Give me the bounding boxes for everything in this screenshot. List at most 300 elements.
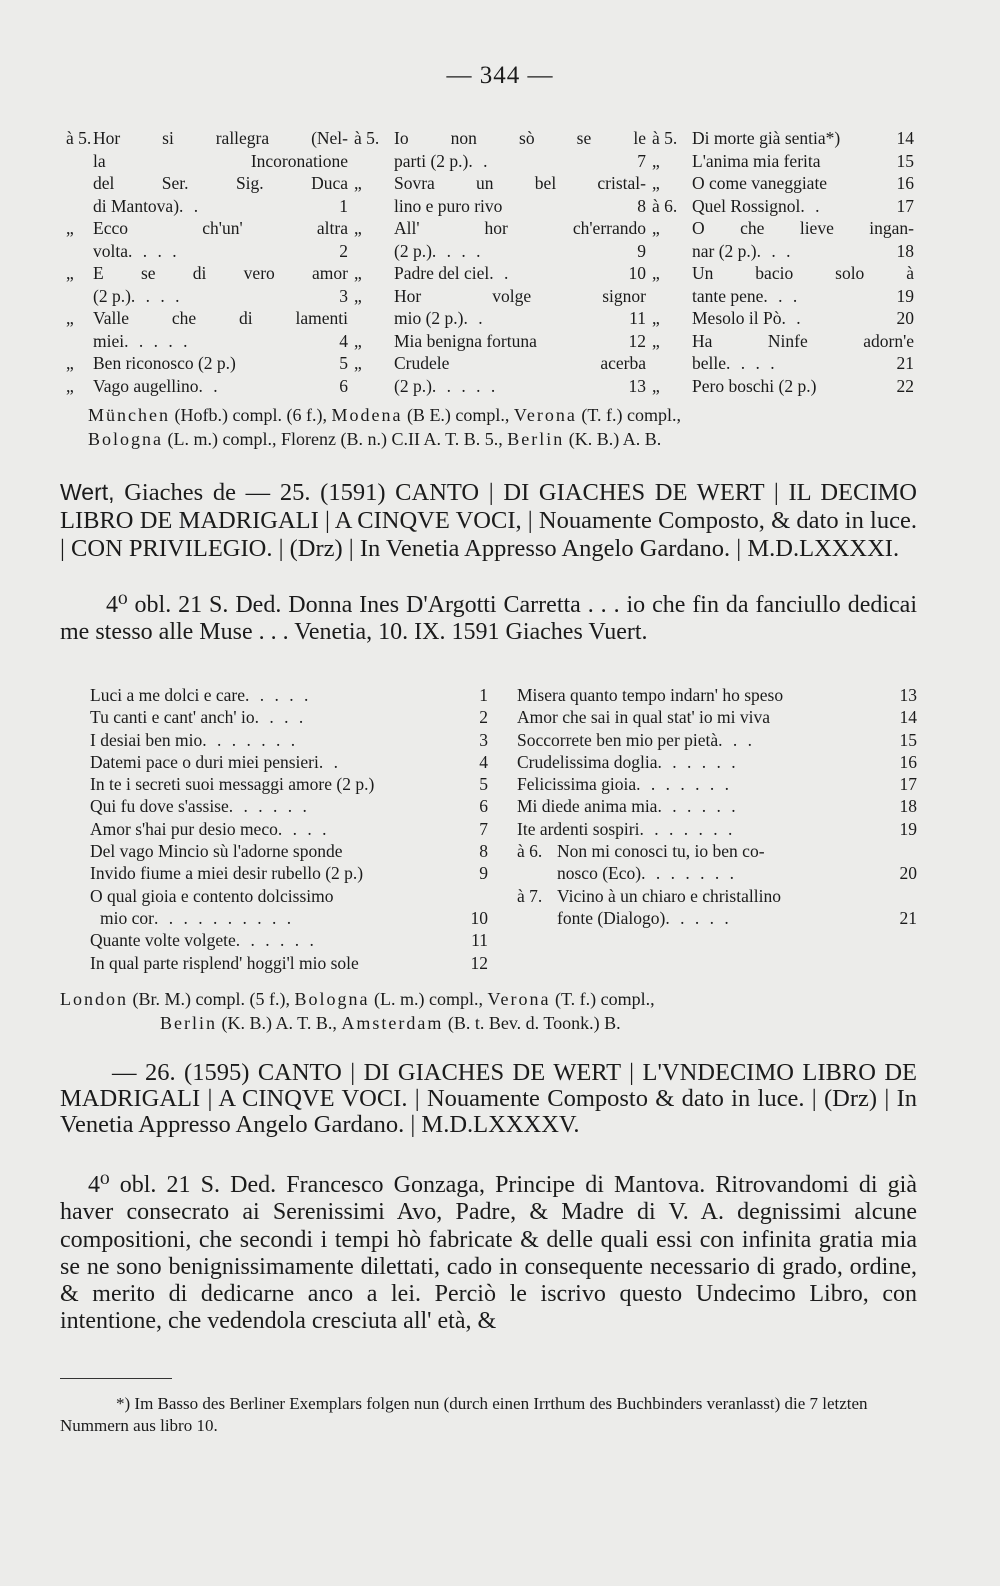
leader-dots: . . (463, 308, 486, 328)
item-number: 19 (899, 818, 917, 839)
item-line (93, 307, 348, 330)
voice-prefix: „ (354, 218, 362, 238)
item-line (90, 818, 488, 840)
composer-name: Wert, (60, 479, 115, 505)
voice-prefix: „ (652, 375, 660, 396)
list-item (90, 795, 488, 817)
item-line (517, 684, 917, 706)
item-number: 6 (339, 375, 348, 396)
item-line (394, 127, 646, 150)
item-title: tante pene (692, 285, 764, 306)
list-item (517, 862, 917, 884)
library-city: Berlin (507, 429, 565, 449)
item-line (517, 751, 917, 773)
item-line (692, 262, 914, 285)
item-line (90, 885, 488, 907)
list-item (90, 751, 488, 773)
contents-25-right (517, 684, 917, 929)
item-text (93, 262, 348, 307)
entry-25-heading (60, 478, 917, 563)
item-line (90, 862, 488, 884)
item-line (93, 285, 348, 308)
item-number: 3 (339, 285, 348, 306)
list-item (90, 706, 488, 728)
item-text (692, 150, 914, 173)
item-number: 11 (471, 930, 488, 951)
leader-dots: . . . . . . . (639, 818, 736, 839)
item-title: (2 p.) (394, 375, 432, 396)
item-number: 9 (637, 240, 646, 261)
format: 4⁰ obl. 21 S. (106, 592, 229, 618)
item-title: Luci a me dolci e care (90, 685, 245, 705)
item-line (692, 330, 914, 353)
voice-prefix: à 6. (652, 195, 678, 216)
list-item (90, 729, 488, 751)
item-title: Vicino à un chiaro e christallino (557, 885, 781, 906)
voice-prefix: „ (652, 150, 660, 171)
item-text (557, 840, 917, 862)
item-line (692, 307, 914, 330)
item-line (394, 285, 646, 308)
item-title: Del vago Mincio sù l'adorne sponde (90, 841, 343, 862)
library-detail: (B. t. Bev. d. Toonk.) B. (443, 1013, 621, 1033)
footnote: *) Im Basso des Berliner Exemplars folgen nun (durch einen Irrthum des Buchbinders veranlasst) die 7 letzten Nummern aus libro 10. (60, 1394, 868, 1435)
item-line (90, 795, 488, 817)
item-number: 16 (896, 173, 914, 193)
item-line (93, 375, 348, 398)
item-number: 3 (479, 729, 488, 750)
item-text (557, 885, 917, 907)
list-item (652, 307, 914, 330)
item-title: O come vaneggiate (692, 173, 828, 193)
list-item (652, 217, 914, 262)
item-number: 7 (479, 818, 488, 839)
item-number: 20 (899, 863, 917, 884)
entry-26-dedication (60, 1172, 917, 1336)
item-line (692, 375, 914, 398)
list-item (354, 217, 646, 262)
item-title: Mi diede anima mia (517, 796, 658, 817)
list-item (90, 929, 488, 951)
list-item (90, 952, 488, 974)
item-line (90, 929, 488, 951)
item-text (692, 127, 914, 150)
item-line (557, 840, 917, 862)
list-item (652, 262, 914, 307)
list-item (517, 706, 917, 728)
item-line (93, 127, 348, 150)
item-number: 2 (339, 240, 348, 261)
item-line (90, 840, 488, 862)
item-title: Quante volte volgete (90, 930, 236, 951)
item-line (93, 352, 348, 375)
list-item (652, 195, 914, 218)
item-number: 4 (339, 330, 348, 351)
item-title: Non mi conosci tu, io ben co- (557, 841, 765, 862)
item-title: Ha Ninfe adorn'e (692, 330, 914, 351)
item-text (394, 285, 646, 330)
voice-prefix: „ (652, 330, 660, 351)
item-line (394, 240, 646, 263)
footnote-rule (60, 1378, 172, 1379)
item-text (394, 352, 646, 397)
item-title: In qual parte risplend' hoggi'l mio sole (90, 952, 359, 973)
item-line (394, 262, 646, 285)
list-item (652, 375, 914, 398)
item-text (90, 795, 488, 817)
item-number: 21 (896, 353, 914, 373)
item-text (692, 195, 914, 218)
item-line (93, 172, 348, 195)
item-title: Pero boschi (2 p.) (692, 375, 817, 396)
list-item (652, 330, 914, 375)
list-item (90, 885, 488, 907)
item-title: fonte (Dialogo) (557, 907, 666, 928)
item-line (394, 307, 646, 330)
item-text (93, 307, 348, 352)
item-text (93, 352, 348, 375)
leader-dots: . . . (756, 240, 794, 261)
library-city: London (60, 989, 128, 1009)
item-line (692, 127, 914, 150)
item-number: 7 (637, 150, 646, 171)
item-number: 5 (479, 774, 488, 795)
library-city: Bologna (88, 429, 163, 449)
item-line (517, 795, 917, 817)
contents-column-1 (66, 127, 348, 397)
voice-prefix: „ (66, 218, 74, 238)
item-number: 11 (629, 308, 646, 328)
item-title: mio (2 p.) (394, 308, 464, 328)
item-title: Hor volge signor (394, 285, 646, 306)
voice-prefix: „ (66, 353, 74, 373)
library-detail: (Hofb.) compl. (6 f.), (169, 405, 332, 425)
item-text (90, 729, 488, 751)
item-number: 18 (899, 796, 917, 817)
entry-number: — 26. (112, 1059, 176, 1086)
item-text (517, 729, 917, 751)
leader-dots: . . . . . . . (202, 729, 299, 750)
leader-dots: . . . . (431, 240, 484, 261)
library-city: Amsterdam (341, 1013, 444, 1033)
item-title: Valle che di lamenti (93, 308, 348, 328)
item-title: Ben riconosco (2 p.) (93, 353, 236, 373)
list-item (90, 907, 488, 929)
voice-prefix: „ (354, 353, 362, 373)
library-detail: (B E.) compl., (402, 405, 514, 425)
item-text (517, 773, 917, 795)
item-title: del Ser. Sig. Duca (93, 173, 348, 193)
item-line (394, 195, 646, 218)
item-title: la Incoronatione (93, 150, 348, 171)
library-city: Verona (513, 405, 577, 425)
item-title: miei (93, 330, 125, 351)
item-line (93, 240, 348, 263)
item-text (90, 684, 488, 706)
item-title: di Mantova) (93, 195, 180, 216)
item-text (90, 706, 488, 728)
item-title: mio cor (100, 907, 154, 928)
item-title: In te i secreti suoi messaggi amore (2 p.) (90, 774, 375, 795)
item-line (394, 172, 646, 195)
leader-dots: . . . . . . (657, 751, 739, 772)
item-title: Ite ardenti sospiri (517, 818, 640, 839)
item-title: nosco (Eco) (557, 863, 642, 884)
list-item (517, 773, 917, 795)
item-text (93, 127, 348, 217)
list-item (66, 352, 348, 375)
item-number: 13 (899, 685, 917, 705)
item-number: 15 (896, 150, 914, 171)
item-number: 14 (896, 128, 914, 148)
item-text (90, 751, 488, 773)
item-title: belle (692, 353, 727, 373)
leader-dots: . . (198, 375, 221, 396)
list-item (517, 795, 917, 817)
item-text (394, 217, 646, 262)
list-item (90, 773, 488, 795)
leader-dots: . . . . . . (228, 796, 310, 817)
page-number: — 344 — (446, 62, 554, 89)
item-text (517, 862, 917, 884)
voice-prefix: à 7. (517, 885, 543, 906)
item-number: 13 (628, 375, 646, 396)
item-line (517, 773, 917, 795)
library-detail: (T. f.) compl., (576, 405, 682, 425)
entry-26-heading (60, 1060, 917, 1138)
item-text (517, 795, 917, 817)
leader-dots: . . . (763, 285, 801, 306)
item-text (90, 818, 488, 840)
item-line (93, 195, 348, 218)
leader-dots: . . . . . . (657, 796, 739, 817)
item-text (394, 127, 646, 172)
item-text (90, 862, 488, 884)
item-text (692, 375, 914, 398)
item-title: Padre del ciel (394, 263, 490, 283)
voice-prefix: „ (354, 173, 362, 193)
item-title: Io non sò se le (394, 128, 646, 148)
list-item (66, 127, 348, 217)
leader-dots: . . (179, 195, 202, 216)
item-title: Invido fiume a miei desir rubello (2 p.) (90, 863, 364, 884)
item-text (93, 375, 348, 398)
item-title: Crudelissima doglia (517, 751, 658, 772)
item-line (517, 706, 917, 728)
item-title: Misera quanto tempo indarn' ho speso (517, 685, 784, 705)
item-line (517, 729, 917, 751)
item-line (692, 217, 914, 240)
item-title: Amor s'hai pur desio meco (90, 818, 278, 839)
item-title: Amor che sai in qual stat' io mi viva (517, 707, 770, 728)
leader-dots: . . . . . . (235, 930, 317, 951)
item-title: Un bacio solo à (692, 263, 914, 283)
list-item (354, 262, 646, 285)
leader-dots: . . . . . (244, 685, 312, 705)
item-title: O che lieve ingan- (692, 218, 914, 238)
item-number: 8 (637, 195, 646, 216)
item-text (517, 751, 917, 773)
voice-prefix: à 6. (517, 841, 543, 862)
leader-dots: . . . . (726, 353, 778, 373)
item-title: Di morte già sentia*) (692, 128, 841, 148)
list-item (517, 907, 917, 929)
item-line (90, 952, 488, 974)
item-title: Ecco ch'un' altra (93, 218, 348, 238)
leader-dots: . . . . . . . (636, 774, 732, 795)
voice-prefix: à 5. (652, 128, 678, 148)
contents-column-2 (354, 127, 646, 397)
item-text (517, 684, 917, 706)
item-title: lino e puro rivo (394, 195, 503, 216)
list-item (652, 127, 914, 150)
list-item (517, 818, 917, 840)
item-title: parti (2 p.) (394, 150, 469, 171)
item-text (692, 217, 914, 262)
item-text (90, 840, 488, 862)
leader-dots: . . (318, 751, 342, 772)
item-title: Sovra un bel cristal- (394, 173, 646, 193)
item-title: Tu canti e cant' anch' io (90, 707, 255, 728)
item-number: 10 (470, 907, 488, 928)
library-detail: (K. B.) A. B. (564, 429, 662, 449)
item-text (394, 172, 646, 217)
list-item (517, 840, 917, 862)
item-number: 20 (896, 308, 914, 328)
library-city: Berlin (160, 1013, 217, 1033)
leader-dots: . . . . . (124, 330, 191, 351)
voice-prefix: „ (652, 308, 660, 328)
contents-25-left (90, 684, 488, 974)
item-number: 4 (479, 751, 488, 772)
item-text (90, 952, 488, 974)
item-number: 22 (896, 375, 914, 396)
list-item (66, 217, 348, 262)
item-line (517, 907, 917, 929)
item-text (692, 307, 914, 330)
item-text (93, 217, 348, 262)
item-line (394, 330, 646, 353)
item-number: 1 (479, 685, 488, 705)
item-text (692, 330, 914, 375)
item-number: 18 (896, 240, 914, 261)
voice-prefix: „ (66, 375, 74, 396)
library-holdings-line (88, 404, 681, 426)
list-item (66, 262, 348, 307)
library-detail: (K. B.) A. T. B., (217, 1013, 342, 1033)
voice-prefix: à 5. (66, 128, 92, 148)
leader-dots: . . . . . (431, 375, 499, 396)
item-text (394, 330, 646, 353)
item-number: 16 (899, 751, 917, 772)
library-detail: (L. m.) compl., (369, 989, 488, 1009)
voice-prefix: „ (354, 330, 362, 351)
item-line (93, 150, 348, 173)
list-item (517, 729, 917, 751)
list-item (66, 375, 348, 398)
list-item (354, 352, 646, 397)
item-title: Soccorrete ben mio per pietà (517, 729, 719, 750)
item-title: I desiai ben mio (90, 729, 203, 750)
item-number: 9 (479, 863, 488, 884)
item-number: 8 (479, 841, 488, 862)
leader-dots: . . . . . . . (641, 863, 737, 884)
item-line (692, 172, 914, 195)
item-title: Quel Rossignol (692, 195, 801, 216)
item-title: volta (93, 240, 128, 261)
voice-prefix: à 5. (354, 128, 380, 148)
item-title: L'anima mia ferita (692, 150, 821, 171)
item-title: Hor si rallegra (Nel- (93, 128, 348, 148)
list-item (90, 684, 488, 706)
item-number: 17 (896, 195, 914, 216)
voice-prefix: „ (652, 263, 660, 283)
entry-25-dedication (60, 592, 917, 646)
library-city: Verona (487, 989, 551, 1009)
voice-prefix: „ (652, 173, 660, 193)
leader-dots: . . (800, 195, 823, 216)
item-text (692, 262, 914, 307)
item-number: 12 (628, 330, 646, 351)
dedication: Ded. Donna Ines D'Argotti Carretta . . . io che fin da fanciullo dedicai me stesso alle Muse . . . Venetia, 10. IX. 1591 Giaches Vuert. (60, 592, 917, 645)
library-holdings-line (160, 1012, 621, 1034)
item-title: E se di vero amor (93, 263, 348, 283)
dedication: Ded. Francesco Gonzaga, Principe di Mantova. Ritrovandomi di già haver consecrato ai Serenissimi Avo, Padre, & Madre di V. A. degnissimi alcune compositioni, che secondi i tempi hò fabricate & delle quali essi con infinita gratia mia se ne sono benignissimamente dilettati, cado in consequente necessario di grado, ordine, & merito di dedicarne anco a lei. Perciò le iscrivo questo Undecimo Libro, con intentione, che vedendola cresciuta all' età, & (60, 1172, 917, 1335)
list-item (517, 751, 917, 773)
item-number: 15 (899, 729, 917, 750)
item-text (90, 773, 488, 795)
voice-prefix: „ (354, 263, 362, 283)
item-line (93, 262, 348, 285)
format: 4⁰ obl. 21 S. (88, 1172, 221, 1198)
item-number: 17 (899, 774, 917, 795)
item-text (517, 818, 917, 840)
library-city: Modena (331, 405, 403, 425)
list-item (517, 684, 917, 706)
item-title: (2 p.) (394, 240, 432, 261)
item-line (90, 706, 488, 728)
item-number: 14 (899, 707, 917, 728)
item-title: (2 p.) (93, 285, 131, 306)
item-text (517, 907, 917, 929)
list-item (517, 885, 917, 907)
voice-prefix: „ (652, 218, 660, 238)
item-line (394, 217, 646, 240)
leader-dots: . . . . (128, 240, 180, 261)
entry-title: (1591) CANTO | DI GIACHES DE WERT | IL DECIMO LIBRO DE MADRIGALI | A CINQVE VOCI, | Nouamente Composto, & dato in luce. | CON PRIVILEGIO. | (Drz) | In Venetia Appresso Angelo Gardano. | M.D.LXXXXI. (60, 479, 917, 562)
item-number: 19 (896, 285, 914, 306)
leader-dots: . . (489, 263, 512, 283)
list-item (90, 818, 488, 840)
item-line (517, 862, 917, 884)
list-item (66, 307, 348, 352)
item-line (692, 195, 914, 218)
item-title: Mia benigna fortuna (394, 330, 537, 351)
item-line (394, 375, 646, 398)
leader-dots: . . . . . . . . . . (153, 907, 295, 928)
item-number: 12 (470, 952, 488, 973)
library-city: München (88, 405, 170, 425)
leader-dots: . . . (718, 729, 756, 750)
voice-prefix: „ (66, 263, 74, 283)
item-text (90, 907, 488, 929)
list-item (90, 862, 488, 884)
item-text (692, 172, 914, 195)
item-text (90, 885, 488, 907)
item-line (93, 217, 348, 240)
item-line (90, 729, 488, 751)
leader-dots: . . (468, 150, 491, 171)
